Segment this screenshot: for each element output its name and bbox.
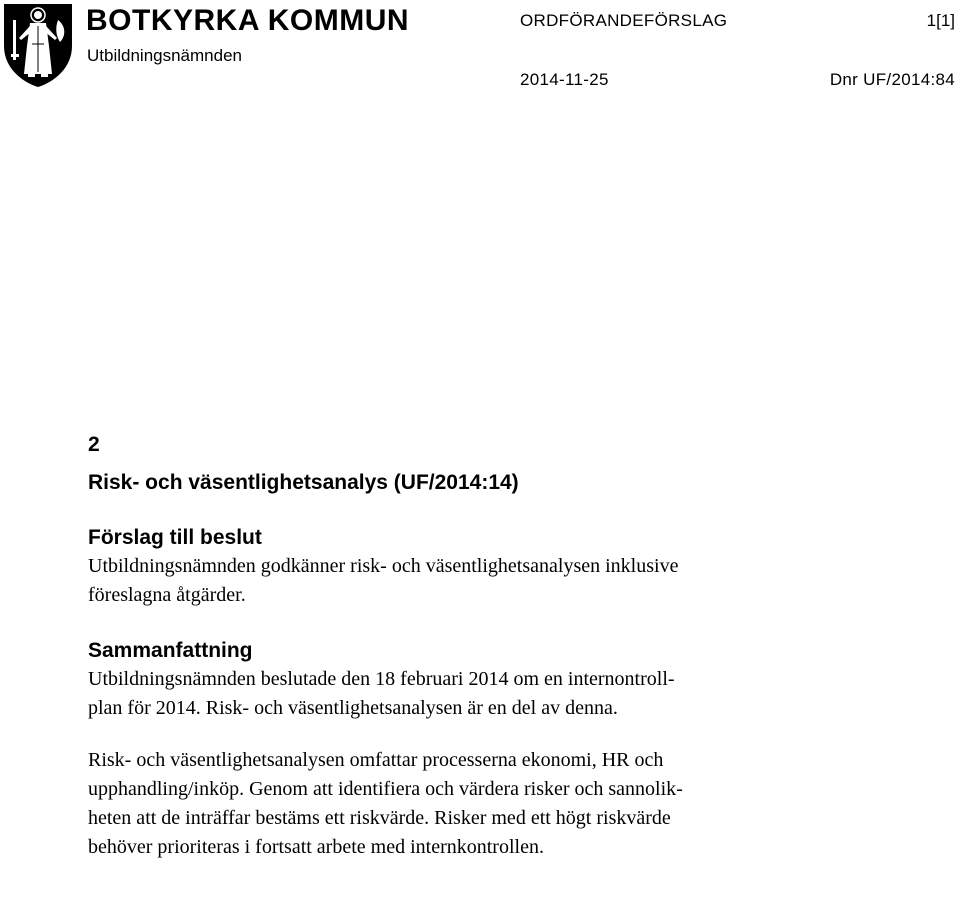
item-title: Risk- och väsentlighetsanalys (UF/2014:14) — [88, 471, 519, 494]
decision-line: föreslagna åtgärder. — [88, 584, 246, 606]
organization-unit: Utbildningsnämnden — [87, 46, 242, 65]
summary-paragraph-2 — [88, 746, 948, 862]
summary-paragraph-1 — [88, 665, 948, 723]
document-date: 2014-11-25 — [520, 70, 609, 89]
decision-line: Utbildningsnämnden godkänner risk- och väsentlighetsanalysen inklusive — [88, 555, 679, 577]
summary-line: behöver prioriteras i fortsatt arbete med internkontrollen. — [88, 836, 544, 858]
summary-line: plan för 2014. Risk- och väsentlighetsanalysen är en del av denna. — [88, 697, 618, 719]
decision-paragraph — [88, 552, 948, 610]
coat-of-arms-icon — [2, 2, 74, 88]
summary-heading: Sammanfattning — [88, 639, 253, 662]
organization-name: BOTKYRKA KOMMUN — [86, 4, 410, 37]
decision-heading: Förslag till beslut — [88, 526, 262, 549]
summary-line: upphandling/inköp. Genom att identifiera och värdera risker och sannolik- — [88, 778, 683, 800]
summary-line: Risk- och väsentlighetsanalysen omfattar processerna ekonomi, HR och — [88, 749, 664, 771]
summary-line: heten att de inträffar bestäms ett riskvärde. Risker med ett högt riskvärde — [88, 807, 671, 829]
item-number: 2 — [88, 433, 100, 456]
summary-line: Utbildningsnämnden beslutade den 18 februari 2014 om en internontroll- — [88, 668, 675, 690]
document-body — [88, 430, 948, 862]
reference-number: Dnr UF/2014:84 — [829, 70, 955, 89]
page-number: 1[1] — [926, 11, 955, 30]
document-type: ORDFÖRANDEFÖRSLAG — [520, 11, 728, 30]
